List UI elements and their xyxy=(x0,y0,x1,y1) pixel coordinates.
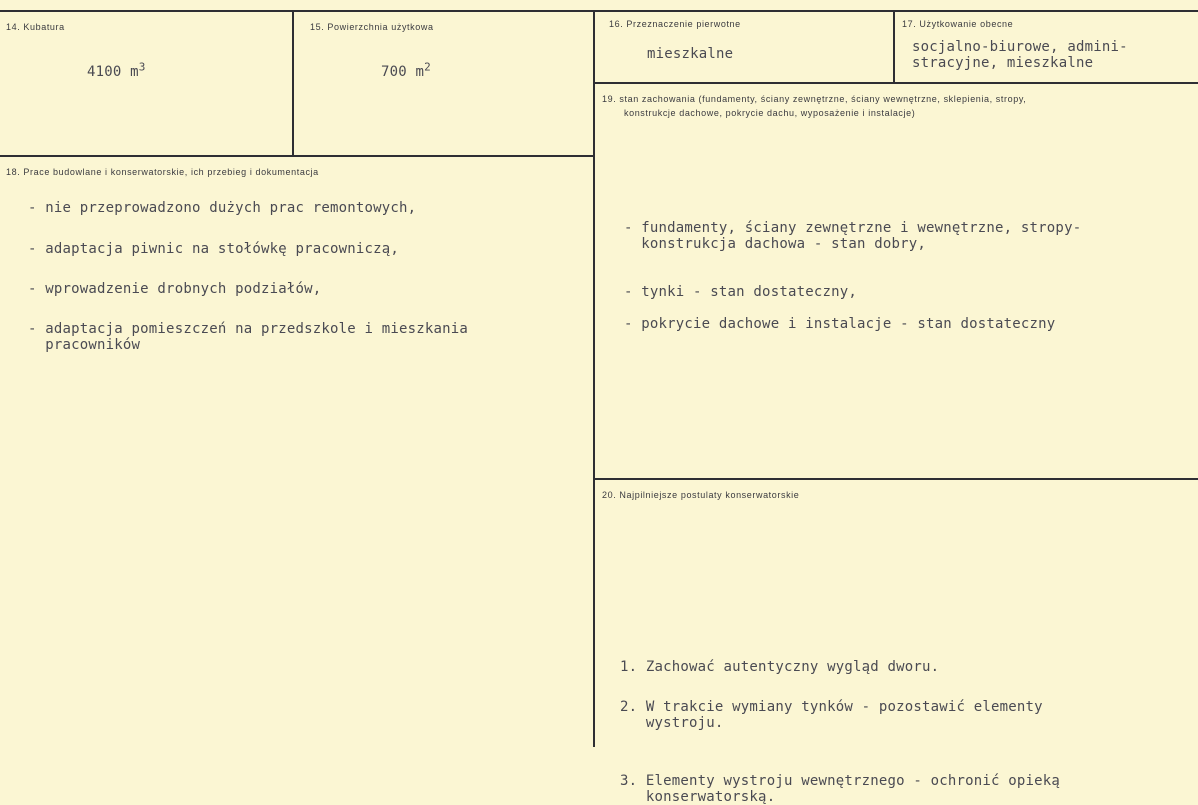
field-19-item: - fundamenty, ściany zewnętrzne i wewnętrzne, stropy- konstrukcja dachowa - stan dobry, xyxy=(624,220,1082,252)
top-border xyxy=(0,10,1198,12)
field-20-item: 1. Zachować autentyczny wygląd dworu. xyxy=(620,659,940,675)
divider-19-20 xyxy=(594,478,1198,480)
field-19-label-continued: konstrukcje dachowe, pokrycie dachu, wyposażenie i instalacje) xyxy=(624,108,916,118)
field-19-item: - pokrycie dachowe i instalacje - stan dostateczny xyxy=(624,316,1056,332)
divider-14-18 xyxy=(0,155,594,157)
field-18-item: - nie przeprowadzono dużych prac remontowych, xyxy=(28,200,417,216)
field-15-label: 15. Powierzchnia użytkowa xyxy=(310,22,434,32)
field-14-value-text: 4100 m xyxy=(87,64,139,80)
field-18-item: - adaptacja pomieszczeń na przedszkole i mieszkania pracowników xyxy=(28,321,469,353)
divider-16-17 xyxy=(893,12,895,82)
field-20-item: 3. Elementy wystroju wewnętrznego - ochronić opieką konserwatorską. xyxy=(620,773,1061,805)
field-17-value-line-2: stracyjne, mieszkalne xyxy=(912,55,1094,71)
field-15-value xyxy=(381,60,431,80)
divider-16-19 xyxy=(594,82,1198,84)
field-18-item: - adaptacja piwnic na stołówkę pracowniczą, xyxy=(28,241,400,257)
field-15-value-text: 700 m xyxy=(381,64,425,80)
field-17-value-line-1: socjalno-biurowe, admini- xyxy=(912,39,1128,55)
field-17-label: 17. Użytkowanie obecne xyxy=(902,19,1014,29)
divider-14-15 xyxy=(292,12,294,156)
field-20-label: 20. Najpilniejsze postulaty konserwatorskie xyxy=(602,490,800,500)
field-14-unit-exponent: 3 xyxy=(138,60,146,74)
field-15-unit-exponent: 2 xyxy=(424,60,431,74)
field-18-item: - wprowadzenie drobnych podziałów, xyxy=(28,281,322,297)
center-divider xyxy=(593,12,595,747)
field-20-item: 2. W trakcie wymiany tynków - pozostawić elementy wystroju. xyxy=(620,699,1043,731)
field-14-value xyxy=(87,60,146,80)
field-18-label: 18. Prace budowlane i konserwatorskie, ich przebieg i dokumentacja xyxy=(6,167,319,177)
field-16-label: 16. Przeznaczenie pierwotne xyxy=(609,19,741,29)
field-19-item: - tynki - stan dostateczny, xyxy=(624,284,857,300)
field-14-label: 14. Kubatura xyxy=(6,22,65,32)
field-19-label: 19. stan zachowania (fundamenty, ściany zewnętrzne, ściany wewnętrzne, sklepienia, stropy, xyxy=(602,94,1027,104)
field-16-value: mieszkalne xyxy=(647,46,734,62)
